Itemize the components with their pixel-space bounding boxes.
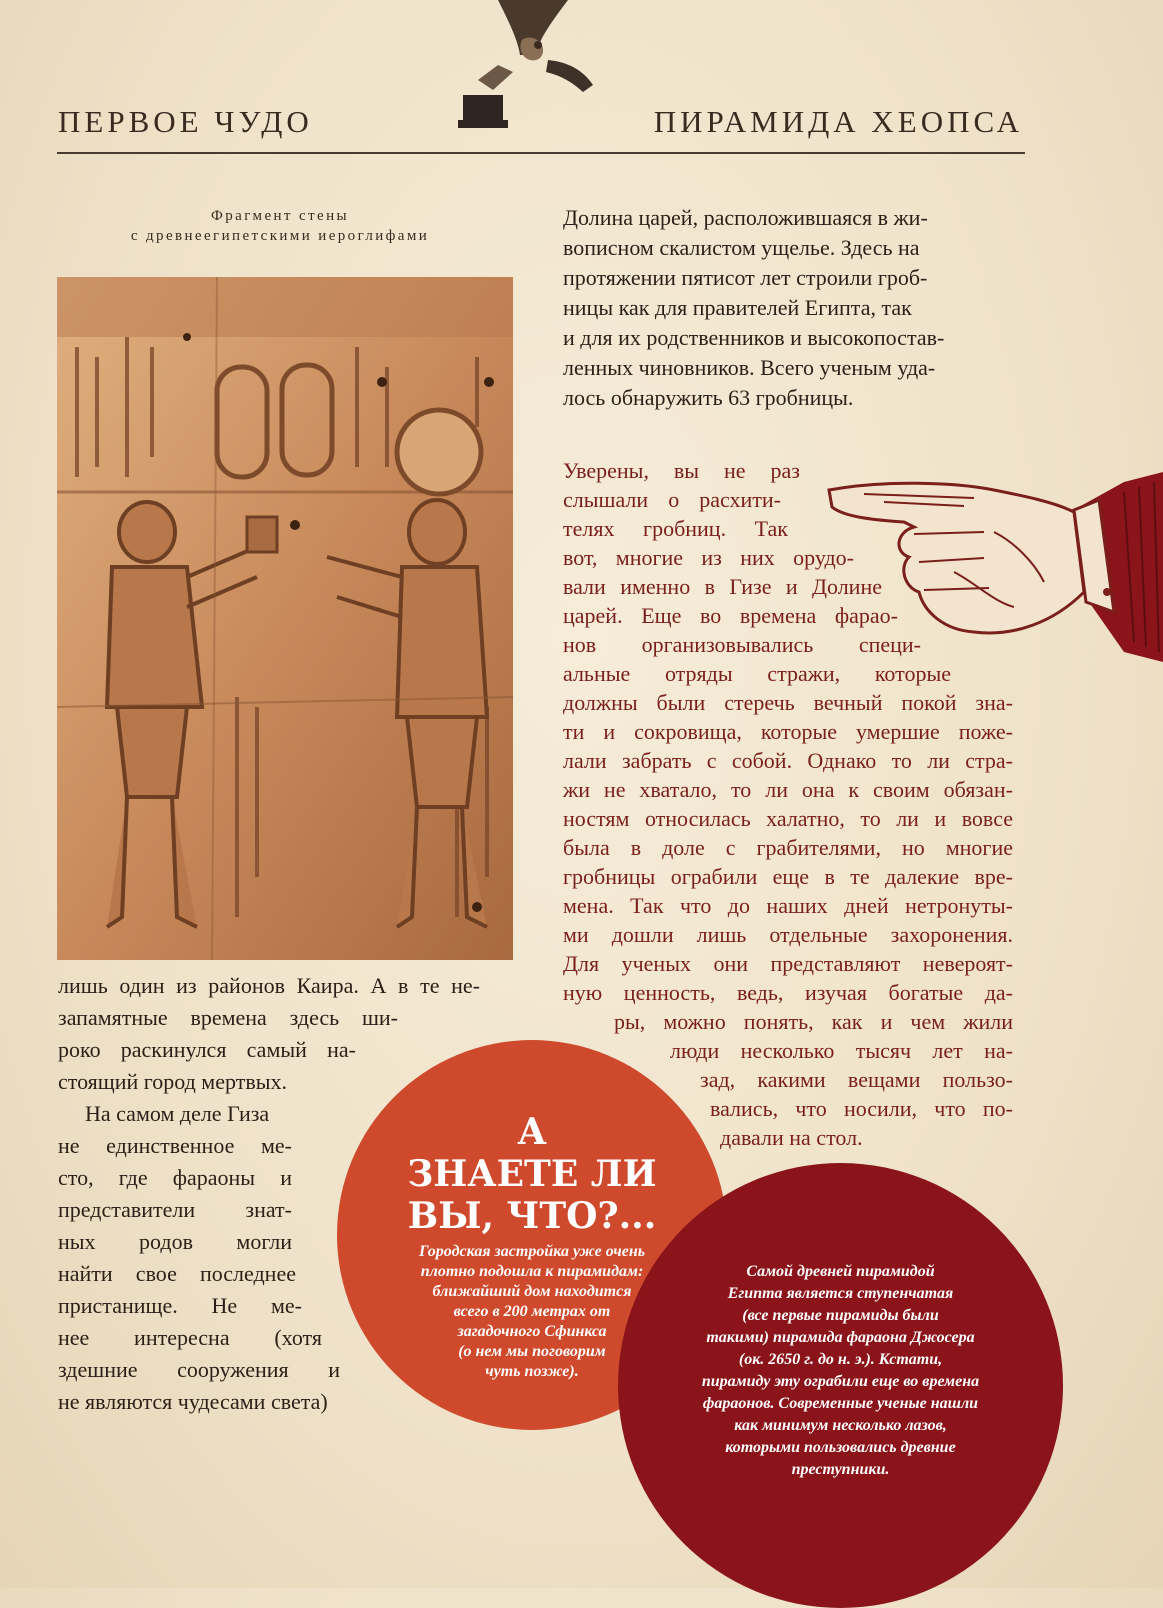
text-line: царей. Еще во времена фарао- [563, 603, 898, 628]
text-line: ленных чиновников. Всего ученым уда- [563, 355, 936, 380]
text-line: роко раскинулся самый на- [58, 1037, 356, 1062]
circle-text-line: как минимум несколько лазов, [734, 1417, 947, 1434]
text-line: На самом деле Гиза [85, 1101, 270, 1126]
text-line: ми дошли лишь отдельные захоронения. [563, 922, 1013, 947]
text-line: ностям относилась халатно, то ли и вовсе [563, 806, 1013, 831]
text-line: слышали о расхити- [563, 487, 781, 512]
circle-text-line: (все первые пирамиды были [742, 1307, 939, 1324]
text-line: вот, многие из них орудо- [563, 545, 854, 570]
text-line: не единственное ме- [58, 1133, 292, 1158]
text-line: найти свое последнее [58, 1261, 296, 1286]
running-header-left: ПЕРВОЕ ЧУДО [58, 104, 313, 139]
text-line: телях гробниц. Так [563, 516, 788, 541]
did-you-know-title-line: ВЫ, ЧТО?... [407, 1195, 657, 1237]
text-line: была в доле с грабителями, но многие [563, 835, 1013, 860]
circle-text-line: Самой древней пирамидой [746, 1263, 935, 1280]
circle-text-line: чуть позже). [485, 1363, 579, 1380]
text-line: представители знат- [58, 1197, 292, 1222]
did-you-know-title-line: ЗНАЕТЕ ЛИ [407, 1153, 657, 1195]
hieroglyph-wall-photo [57, 277, 513, 960]
text-line: жи не хватало, то ли она к своим обязан- [563, 777, 1013, 802]
text-line: запамятные времена здесь ши- [58, 1005, 398, 1030]
caption-line: Фрагмент стены [210, 208, 350, 224]
text-line: ницы как для правителей Египта, так [563, 295, 912, 320]
circle-text-line: плотно подошла к пирамидам: [420, 1263, 644, 1280]
circle-text-line: (о нем мы поговорим [458, 1343, 606, 1360]
text-line: и для их родственников и высокопостав- [563, 325, 945, 350]
text-line: гробницы ограбили еще в те далекие вре- [563, 864, 1013, 889]
text-line: давали на стол. [720, 1125, 863, 1150]
running-header-right: ПИРАМИДА ХЕОПСА [653, 104, 1023, 139]
text-line: вописном скалистом ущелье. Здесь на [563, 235, 920, 260]
text-line: ную ценность, ведь, изучая богатые да- [563, 980, 1013, 1005]
text-line: Для ученых они представляют невероят- [563, 951, 1013, 976]
circle-text-line: загадочного Сфинкса [457, 1323, 607, 1340]
circle-text-line: фараонов. Современные ученые нашли [702, 1395, 979, 1412]
text-line: здешние сооружения и [58, 1357, 340, 1382]
circle-text-line: пирамиду эту ограбили еще во времена [701, 1373, 980, 1390]
text-line: лишь один из районов Каира. А в те не- [58, 973, 480, 998]
text-line: вали именно в Гизе и Долине [563, 574, 882, 599]
text-line: не являются чудесами света) [58, 1389, 328, 1414]
circle-text-line: ближайший дом находится [432, 1283, 632, 1300]
text-line: ти и сокровища, которые умершие поже- [563, 719, 1013, 744]
text-line: Уверены, вы не раз [563, 458, 800, 483]
text-line: нее интересна (хотя [58, 1325, 322, 1350]
circle-text-line: (ок. 2650 г. до н. э.). Кстати, [738, 1351, 943, 1368]
text-line: люди несколько тысяч лет на- [670, 1038, 1013, 1063]
text-line: ры, можно понять, как и чем жили [614, 1009, 1013, 1034]
text-line: ных родов могли [58, 1229, 292, 1254]
text-line: зад, какими вещами пользо- [700, 1067, 1013, 1092]
text-line: протяжении пятисот лет строили гроб- [563, 265, 928, 290]
header-rule [57, 152, 1025, 154]
text-line: мена. Так что до наших дней нетронуты- [563, 893, 1013, 918]
text-line: пристанище. Не ме- [58, 1293, 302, 1318]
circle-text-line: всего в 200 метрах от [453, 1303, 611, 1320]
text-line: вались, что носили, что по- [710, 1096, 1013, 1121]
fact-circle-djoser [618, 1163, 1063, 1608]
text-line: нов организовывались специ- [563, 632, 921, 657]
text-line: стоящий город мертвых. [58, 1069, 287, 1094]
caption-line: с древнеегипетскими иероглифами [130, 228, 430, 244]
circle-text-line: Городская застройка уже очень [418, 1243, 646, 1260]
circle-text-line: которыми пользовались древние [725, 1439, 956, 1456]
text-line: Долина царей, расположившаяся в жи- [563, 205, 928, 230]
circle-text-line: преступники. [791, 1461, 890, 1478]
text-line: лось обнаружить 63 гробницы. [563, 385, 854, 410]
text-line: должны были стеречь вечный покой зна- [563, 690, 1013, 715]
text-line: альные отряды стражи, которые [563, 661, 951, 686]
top-ornament-illustration [458, 0, 598, 140]
did-you-know-title-line: А [517, 1111, 547, 1153]
photo-caption [60, 206, 500, 246]
circle-text-line: такими) пирамида фараона Джосера [706, 1329, 975, 1346]
text-line: сто, где фараоны и [58, 1165, 292, 1190]
text-line: лали забрать с собой. Однако то ли стра- [563, 748, 1013, 773]
circle-text-line: Египта является ступенчатая [727, 1285, 954, 1302]
